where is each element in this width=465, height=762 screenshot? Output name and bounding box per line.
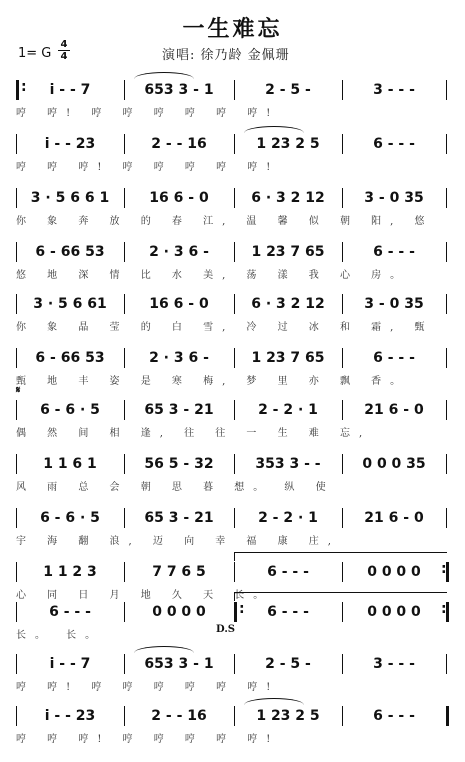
measure: 1 1 2 3 [43,564,97,580]
barline [16,508,17,528]
barline [234,706,235,726]
notes-line [16,600,446,624]
barline [124,602,125,622]
barline [342,242,343,262]
barline [16,562,17,582]
measure: 653 3 - 1 [144,82,214,98]
barline [342,294,343,314]
barline [446,400,447,420]
measure: 6 - - - [267,564,309,580]
barline [342,508,343,528]
measure: 6 - - - [267,604,309,620]
notes-line [16,78,446,102]
measure: 6 - 6 · 5 [40,510,100,526]
measure: 2 - 5 - [265,82,311,98]
barline [234,400,235,420]
notes-line [16,652,446,676]
slur-mark [244,126,304,133]
lyrics-line: 偶 然 间 相 逢, 往 往 一 生 难 忘, [16,428,372,439]
measure: 3 · 5 6 6 1 [30,190,110,206]
barline [234,654,235,674]
measure: 21 6 - 0 [364,402,424,418]
measure: 65 3 - 21 [144,402,214,418]
barline [342,134,343,154]
barline [234,188,235,208]
barline [446,134,447,154]
barline [16,454,17,474]
measure: 56 5 - 32 [144,456,214,472]
notes-line [16,452,446,476]
barline [124,188,125,208]
barline [446,508,447,528]
barline [16,654,17,674]
barline [124,348,125,368]
score-row [16,704,446,750]
notes-line [16,560,446,584]
measure: 6 - - - [373,136,415,152]
barline [342,602,343,622]
slur-mark [134,72,194,79]
measure: 2 - 2 · 1 [258,402,318,418]
measure: 1 23 2 5 [256,136,320,152]
barline [234,294,235,314]
measure: 2 - - 16 [151,708,207,724]
segno-mark: 𝄋 [16,385,21,396]
measure: i - - 23 [44,136,96,152]
lyrics-line: 心 同 日 月 地 久 天 长。 [16,590,273,601]
measure: 6 - 66 53 [35,244,105,260]
score-row [16,346,446,392]
barline [446,562,449,582]
measure: 0 0 0 0 [367,564,421,580]
notes-line [16,132,446,156]
notes-line [16,506,446,530]
barline [342,454,343,474]
barline [124,294,125,314]
lyrics-line: 甄 地 丰 姿 是 寒 梅, 梦 里 亦 飘 香。 [16,376,410,387]
measure: 6 - - - [373,708,415,724]
barline [446,80,447,100]
barline [16,706,17,726]
ds-mark: D.S [216,624,236,635]
measure: 6 - 6 · 5 [40,402,100,418]
measure: 7 7 6 5 [152,564,206,580]
lyrics-line: 哼 哼! 哼 哼 哼 哼 哼 哼! [16,108,280,119]
measure: 16 6 - 0 [149,190,209,206]
barline [446,454,447,474]
barline [16,80,19,100]
measure: 6 · 3 2 12 [251,190,325,206]
barline [124,134,125,154]
barline [446,348,447,368]
lyrics-line: 风 雨 总 会 朝 思 暮 想。 纵 使 [16,482,335,493]
barline [446,242,447,262]
barline [446,706,449,726]
barline [446,602,449,622]
notes-line [16,186,446,210]
lyrics-line: 哼 哼 哼! 哼 哼 哼 哼 哼! [16,162,280,173]
barline [446,654,447,674]
score-row [16,506,446,552]
song-title: 一生难忘 [182,16,283,42]
measure: 2 · 3 6 - [149,244,209,260]
score-row [16,240,446,286]
barline [16,188,17,208]
barline [342,348,343,368]
notes-line [16,704,446,728]
measure: 2 - 2 · 1 [258,510,318,526]
barline [446,188,447,208]
measure: 65 3 - 21 [144,510,214,526]
barline [234,508,235,528]
measure: 2 - - 16 [151,136,207,152]
lyrics-line: 长。 长。 [16,630,105,641]
notes-line [16,398,446,422]
measure: i - - 7 [49,82,91,98]
barline [234,562,235,582]
barline [16,134,17,154]
barline [124,242,125,262]
lyrics-line: 悠 地 深 情 比 水 美, 荡 漾 我 心 房。 [16,270,410,281]
score-row [16,292,446,338]
barline [234,348,235,368]
barline [16,242,17,262]
measure: 3 - - - [373,656,415,672]
measure: i - - 23 [44,708,96,724]
barline [234,242,235,262]
barline [342,562,343,582]
barline [124,454,125,474]
barline [16,602,17,622]
lyrics-line: 宇 海 翻 浪, 迈 向 幸 福 康 庄, [16,536,340,547]
measure: 1 23 7 65 [251,244,325,260]
notes-line [16,240,446,264]
time-signature-bottom: 4 [60,51,68,62]
volta-bracket [234,592,447,601]
slur-mark [134,646,194,653]
measure: 0 0 0 0 [367,604,421,620]
barline [124,508,125,528]
lyrics-line: 哼 哼! 哼 哼 哼 哼 哼 哼! [16,682,280,693]
score-row [16,452,446,498]
barline [234,134,235,154]
measure: 1 23 7 65 [251,350,325,366]
slur-mark [244,698,304,705]
measure: 6 · 3 2 12 [251,296,325,312]
lyrics-line: 你 象 晶 莹 的 白 雪, 冷 过 冰 和 霜, 甄 [16,322,434,333]
measure: 6 - 66 53 [35,350,105,366]
measure: 3 · 5 6 61 [33,296,107,312]
barline [16,400,17,420]
score-row [16,600,446,646]
barline [342,706,343,726]
measure: 0 0 0 35 [362,456,426,472]
barline [342,400,343,420]
barline [124,654,125,674]
measure: 653 3 - 1 [144,656,214,672]
lyrics-line: 哼 哼 哼! 哼 哼 哼 哼 哼! [16,734,280,745]
measure: 6 - - - [373,244,415,260]
measure: 3 - - - [373,82,415,98]
barline [234,80,235,100]
barline [342,188,343,208]
barline [234,454,235,474]
score-row [16,132,446,178]
performers: 演唱: 徐乃龄 金佩珊 [162,48,290,63]
barline [124,562,125,582]
barline [446,294,447,314]
barline [16,348,17,368]
measure: 1 1 6 1 [43,456,97,472]
barline [342,654,343,674]
volta-bracket [234,552,447,561]
time-signature [58,40,70,61]
score-row [16,652,446,698]
measure: 16 6 - 0 [149,296,209,312]
measure: 2 - 5 - [265,656,311,672]
barline [234,602,237,622]
measure: 6 - - - [49,604,91,620]
barline [124,80,125,100]
barline [342,80,343,100]
score-row [16,78,446,124]
notes-line [16,292,446,316]
time-signature-top: 4 [60,39,68,50]
barline [124,400,125,420]
measure: 0 0 0 0 [152,604,206,620]
measure: 353 3 - - [255,456,321,472]
measure: i - - 7 [49,656,91,672]
notes-line [16,346,446,370]
measure: 1 23 2 5 [256,708,320,724]
score-row [16,398,446,444]
score-row [16,186,446,232]
measure: 3 - 0 35 [364,296,424,312]
lyrics-line: 你 象 奔 放 的 春 江, 温 馨 似 朝 阳, 悠 [16,216,434,227]
barline [124,706,125,726]
measure: 2 · 3 6 - [149,350,209,366]
measure: 6 - - - [373,350,415,366]
key-signature: 1= G [18,46,52,61]
measure: 21 6 - 0 [364,510,424,526]
barline [16,294,17,314]
measure: 3 - 0 35 [364,190,424,206]
